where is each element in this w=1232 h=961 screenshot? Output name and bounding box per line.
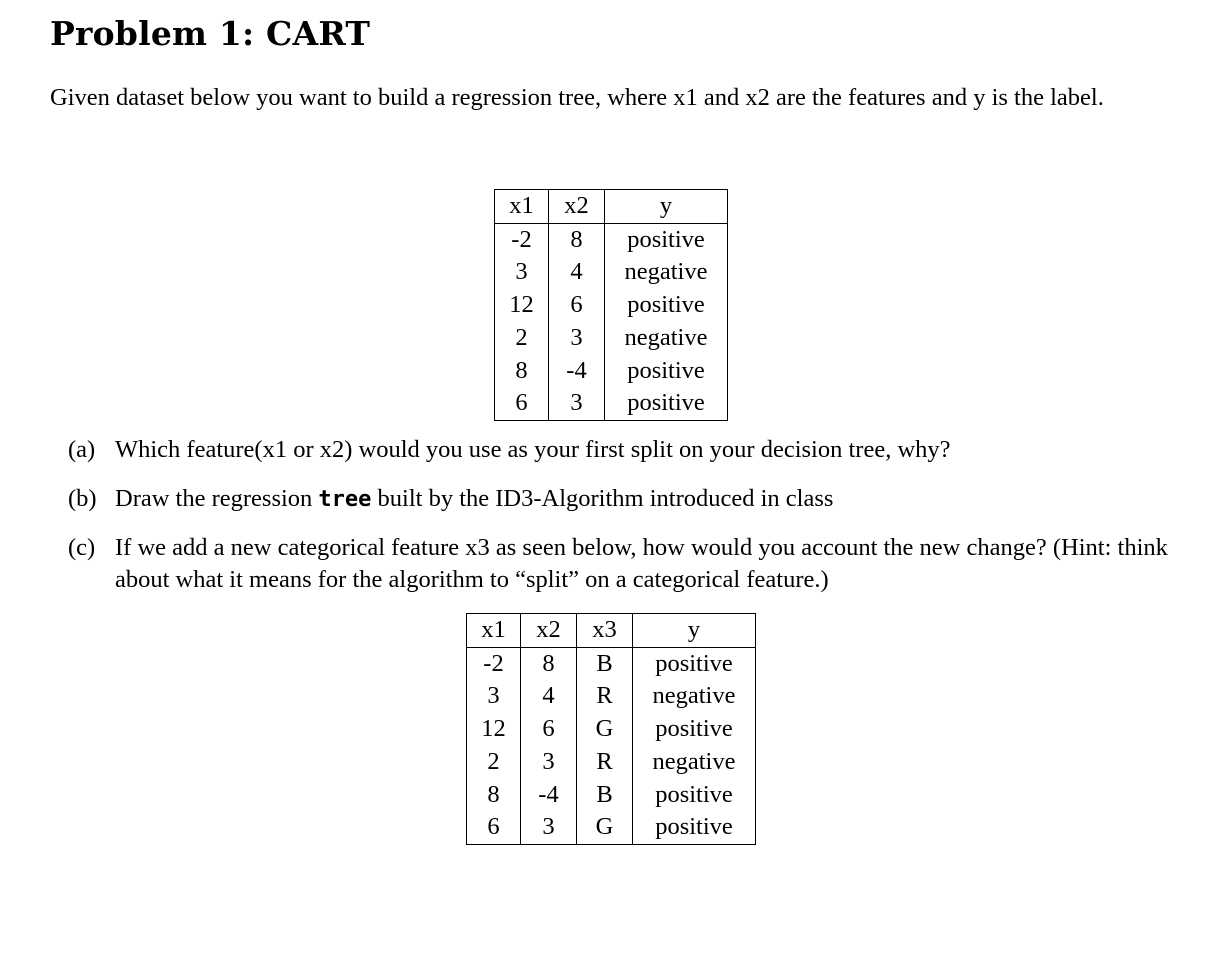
column-header-x3: x3 xyxy=(577,614,633,648)
table-row xyxy=(495,256,728,289)
table-cell: positive xyxy=(633,811,756,844)
table-cell: 3 xyxy=(495,256,549,289)
table-cell: 12 xyxy=(467,713,521,746)
table-cell: negative xyxy=(633,680,756,713)
question-b-text xyxy=(115,483,1183,516)
table-cell: G xyxy=(577,713,633,746)
column-header-x2: x2 xyxy=(521,614,577,648)
table-cell: negative xyxy=(633,746,756,779)
table-cell: 8 xyxy=(549,223,605,256)
table-cell: B xyxy=(577,647,633,680)
table-cell: 4 xyxy=(521,680,577,713)
table-row xyxy=(467,746,756,779)
question-c xyxy=(68,532,1183,596)
table-cell: 3 xyxy=(521,746,577,779)
column-header-x1: x1 xyxy=(467,614,521,648)
table-row xyxy=(495,355,728,388)
column-header-y: y xyxy=(605,190,728,224)
table-cell: negative xyxy=(605,256,728,289)
table-cell: 3 xyxy=(467,680,521,713)
table-cell: 3 xyxy=(549,322,605,355)
question-b-label: (b) xyxy=(68,485,97,512)
table-cell: 6 xyxy=(495,387,549,420)
column-header-x2: x2 xyxy=(549,190,605,224)
table-header-row xyxy=(467,614,756,648)
table-header-row xyxy=(495,190,728,224)
table-cell: 8 xyxy=(467,779,521,812)
question-b-text-before: Draw the regression xyxy=(115,485,319,512)
question-b xyxy=(68,483,1183,516)
table-cell: 8 xyxy=(521,647,577,680)
table-cell: 4 xyxy=(549,256,605,289)
table-row xyxy=(467,811,756,844)
table-cell: -2 xyxy=(467,647,521,680)
table-cell: positive xyxy=(633,779,756,812)
table-cell: G xyxy=(577,811,633,844)
table-cell: -4 xyxy=(549,355,605,388)
question-c-text: If we add a new categorical feature x3 as seen below, how would you account the new change? (Hint: think about what it means for the algorithm to “split” on a categorical feature.) xyxy=(115,534,1168,593)
table-cell: 2 xyxy=(467,746,521,779)
table-cell: -2 xyxy=(495,223,549,256)
table-cell: positive xyxy=(633,647,756,680)
table-cell: positive xyxy=(605,223,728,256)
table-row xyxy=(467,713,756,746)
table-row xyxy=(495,223,728,256)
table-cell: 6 xyxy=(549,289,605,322)
table-cell: positive xyxy=(633,713,756,746)
table-cell: R xyxy=(577,680,633,713)
table-cell: B xyxy=(577,779,633,812)
question-a-text: Which feature(x1 or x2) would you use as your first split on your decision tree, why? xyxy=(115,436,951,463)
table-cell: 3 xyxy=(549,387,605,420)
table-row xyxy=(495,322,728,355)
question-c-label: (c) xyxy=(68,534,96,561)
table-cell: 3 xyxy=(521,811,577,844)
table-cell: 8 xyxy=(495,355,549,388)
table-row xyxy=(467,779,756,812)
table-row xyxy=(467,647,756,680)
table-row xyxy=(467,680,756,713)
question-a xyxy=(68,434,1183,466)
question-b-text-after: built by the ID3-Algorithm introduced in class xyxy=(371,485,834,512)
table-cell: positive xyxy=(605,289,728,322)
table-cell: -4 xyxy=(521,779,577,812)
column-header-y: y xyxy=(633,614,756,648)
table-cell: 6 xyxy=(467,811,521,844)
table-row xyxy=(495,289,728,322)
column-header-x1: x1 xyxy=(495,190,549,224)
table-cell: R xyxy=(577,746,633,779)
dataset-table xyxy=(494,189,728,421)
table-cell: 2 xyxy=(495,322,549,355)
question-b-bold-term: tree xyxy=(318,487,372,512)
table-cell: positive xyxy=(605,355,728,388)
intro-paragraph: Given dataset below you want to build a regression tree, where x1 and x2 are the features and y is the label. xyxy=(50,84,1104,111)
question-a-label: (a) xyxy=(68,436,96,463)
table-row xyxy=(495,387,728,420)
table-cell: negative xyxy=(605,322,728,355)
table-cell: 12 xyxy=(495,289,549,322)
dataset-table-with-x3 xyxy=(466,613,756,845)
table-cell: 6 xyxy=(521,713,577,746)
problem-title: Problem 1: CART xyxy=(50,14,371,53)
table-cell: positive xyxy=(605,387,728,420)
